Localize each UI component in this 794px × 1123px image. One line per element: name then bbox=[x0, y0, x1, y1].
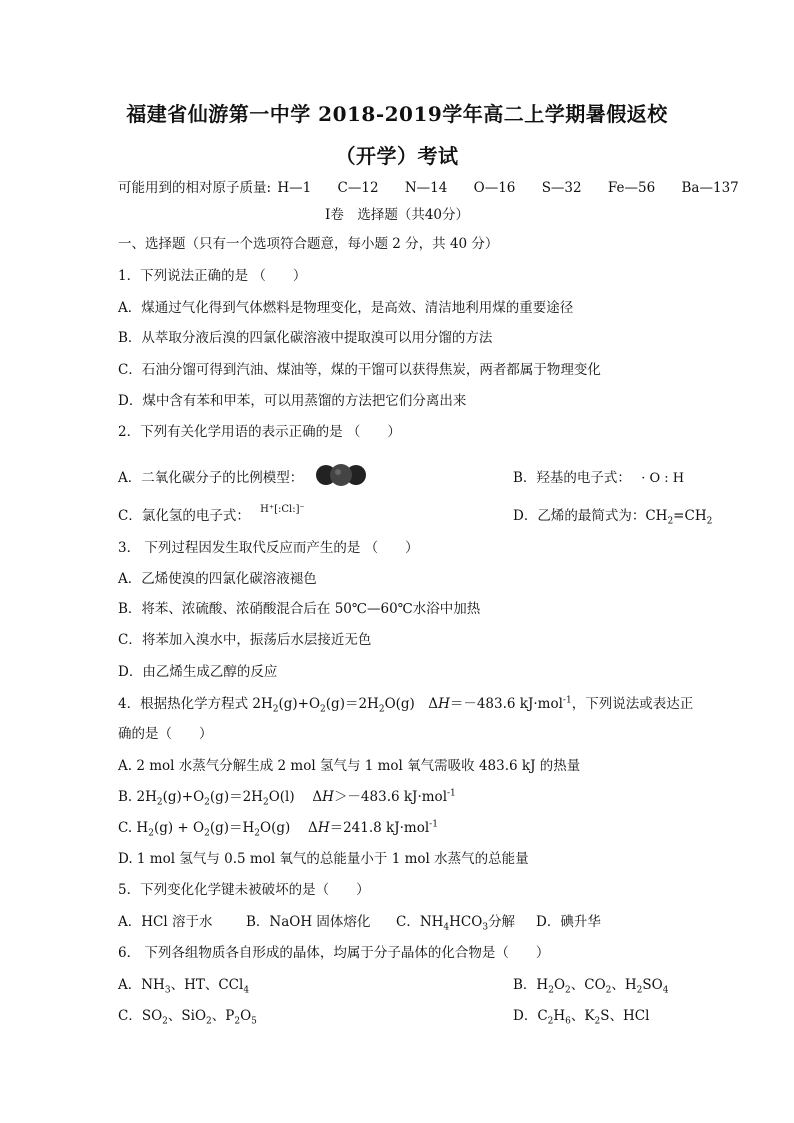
q5-option-d: D．碘升华 bbox=[536, 914, 601, 930]
mass-n: N—14 bbox=[404, 180, 448, 196]
q4-stem: 4．根据热化学方程式 $2H_2(g)+O_2(g)=2H_2O(g)$ ΔH＝－483.6 kJ·mol$^{-1}$，下列说法或表达正 bbox=[118, 695, 694, 715]
q2-option-b: B．羟基的电子式： bbox=[513, 470, 631, 486]
q1-option-d: D．煤中含有苯和甲苯，可以用蒸馏的方法把它们分离出来 bbox=[118, 393, 467, 409]
q3-option-a: A．乙烯使溴的四氯化碳溶液褪色 bbox=[118, 571, 317, 587]
co2-ball-model-icon bbox=[314, 462, 368, 488]
q5-option-c: C．$NH_4HCO_3$分解 bbox=[396, 914, 516, 933]
q3-option-d: D．由乙烯生成乙醇的反应 bbox=[118, 664, 278, 680]
q5-stem: 5．下列变化化学键未被破坏的是（ ） bbox=[118, 882, 370, 898]
q2-row-ab bbox=[118, 468, 684, 488]
q6-option-a: A．$NH_3$、HT、CCl$_4$ bbox=[118, 977, 250, 996]
atomic-masses-label: 可能用到的相对原子质量: bbox=[118, 180, 272, 196]
q4-option-c: C. $H_2(g) + O_2(g)=H_2O(g)$ ΔH＝241.8 kJ·mol$^{-1}$ bbox=[118, 819, 438, 839]
section-heading: 一、选择题（只有一个选项符合题意，每小题 2 分，共 40 分） bbox=[118, 236, 499, 252]
page-title-line2: （开学）考试 bbox=[335, 144, 459, 168]
q1-option-c: C．石油分馏可得到汽油、煤油等，煤的干馏可以获得焦炭，两者都属于物理变化 bbox=[118, 362, 601, 378]
page-title-line1: 福建省仙游第一中学 2018-2019学年高二上学期暑假返校 bbox=[126, 102, 668, 126]
q6-row-cd bbox=[118, 1006, 684, 1026]
part1-heading: Ⅰ卷 选择题（共40分） bbox=[324, 207, 469, 223]
q6-option-b: B．$H_2O_2$、$CO_2$、$H_2SO_4$ bbox=[513, 977, 669, 996]
q5-option-a: A．HCl 溶于水 bbox=[118, 914, 213, 930]
mass-s: S—32 bbox=[541, 180, 582, 196]
mass-fe: Fe—56 bbox=[607, 180, 656, 196]
atomic-masses bbox=[118, 178, 739, 198]
q2-row-cd bbox=[118, 504, 713, 527]
q5-options bbox=[118, 912, 684, 932]
q6-row-ab bbox=[118, 975, 684, 995]
mass-o: O—16 bbox=[473, 180, 516, 196]
q6-stem: 6． 下列各组物质各自形成的晶体，均属于分子晶体的化合物是（ ） bbox=[118, 945, 550, 961]
q4-option-a: A. 2 mol 水蒸气分解生成 2 mol 氢气与 1 mol 氧气需吸收 483.6 kJ 的热量 bbox=[118, 758, 581, 774]
q4-stem-line2: 确的是（ ） bbox=[118, 726, 213, 742]
q3-option-c: C．将苯加入溴水中，振荡后水层接近无色 bbox=[118, 632, 372, 648]
q2-option-c: C．氯化氢的电子式： bbox=[118, 508, 250, 524]
q3-option-b: B．将苯、浓硫酸、浓硝酸混合后在 50℃—60℃水浴中加热 bbox=[118, 601, 481, 617]
q1-option-a: A．煤通过气化得到气体燃料是物理变化，是高效、清洁地利用煤的重要途径 bbox=[118, 300, 574, 316]
q5-option-b: B．NaOH 固体熔化 bbox=[246, 914, 371, 930]
q6-option-d: D．$C_2H_6$、$K_2S$、HCl bbox=[513, 1008, 650, 1027]
mass-c: C—12 bbox=[337, 180, 379, 196]
hcl-electron-formula: H⁺[:Cl:]⁻ bbox=[260, 504, 305, 515]
q3-stem: 3． 下列过程因发生取代反应而产生的是 （ ） bbox=[118, 540, 419, 556]
mass-ba: Ba—137 bbox=[681, 180, 739, 196]
q6-option-c: C．$SO_2$、SiO$_2$、$P_2O_5$ bbox=[118, 1008, 257, 1027]
q4-option-d: D. 1 mol 氢气与 0.5 mol 氧气的总能量小于 1 mol 水蒸气的总能量 bbox=[118, 851, 529, 867]
q2-option-a: A．二氧化碳分子的比例模型： bbox=[118, 470, 304, 486]
q2-option-d: D．乙烯的最简式为：$CH_2=CH_2$ bbox=[513, 508, 713, 527]
q1-option-b: B．从萃取分液后溴的四氯化碳溶液中提取溴可以用分馏的方法 bbox=[118, 330, 493, 346]
q1-stem: 1．下列说法正确的是 （ ） bbox=[118, 268, 307, 284]
q2-stem: 2．下列有关化学用语的表示正确的是 （ ） bbox=[118, 424, 401, 440]
mass-h: H—1 bbox=[277, 180, 312, 196]
q4-option-b: B. $2H_2(g)+O_2(g)=2H_2O(l)$ ΔH＞－483.6 kJ·mol$^{-1}$ bbox=[118, 788, 456, 808]
hydroxyl-electron-formula: · O : H bbox=[641, 470, 685, 486]
